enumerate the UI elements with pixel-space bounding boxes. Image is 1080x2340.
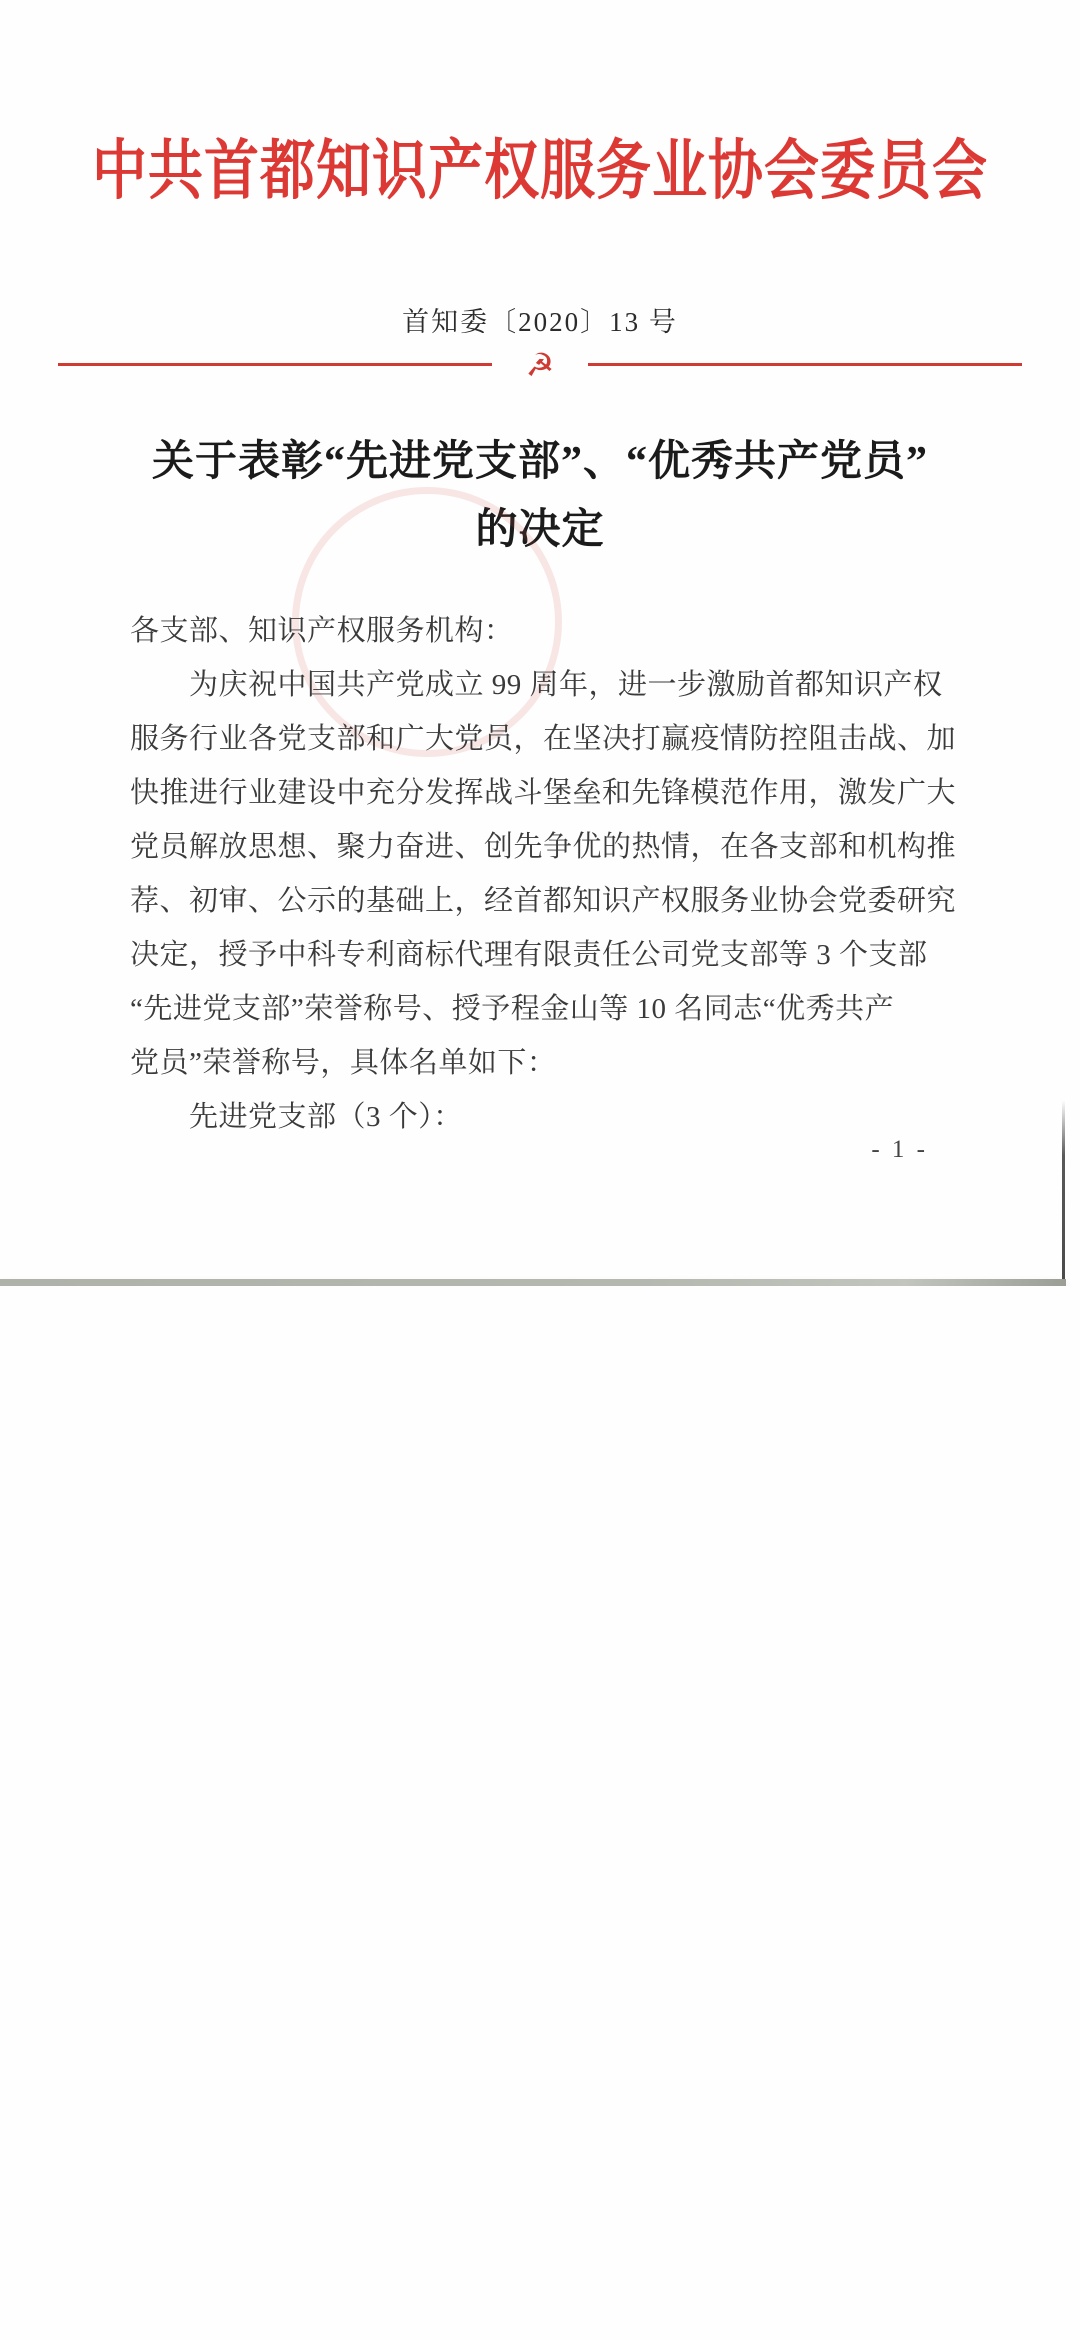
text-line: 党员”荣誉称号，具体名单如下： <box>130 1047 557 1079</box>
text-line: 服务行业各党支部和广大党员，在坚决打赢疫情防控阻击战、加 <box>130 723 957 755</box>
decision-title-line1: 关于表彰“先进党支部”、“优秀共产党员” <box>151 439 928 485</box>
text-line: 荐、初审、公示的基础上，经首都知识产权服务业协会党委研究 <box>130 885 957 917</box>
page-2 <box>0 1286 1080 2340</box>
red-separator <box>58 345 1022 385</box>
decision-title-line2: 的决定 <box>475 507 605 553</box>
text-line: “先进党支部”荣誉称号、授予程金山等 10 名同志“优秀共产 <box>130 993 895 1025</box>
party-emblem-icon: ☭ <box>525 346 555 384</box>
text-line: 先进党支部（3 个）： <box>130 1101 463 1133</box>
paragraph-lines <box>130 658 970 1144</box>
text-line: 决定，授予中科专利商标代理有限责任公司党支部等 3 个支部 <box>130 939 928 971</box>
page-number: - 1 - <box>871 1136 928 1163</box>
text-line: 为庆祝中国共产党成立 99 周年，进一步激励首都知识产权 <box>130 669 943 701</box>
red-rule-right <box>588 363 1022 366</box>
text-line: 党员解放思想、聚力奋进、创先争优的热情，在各支部和机构推 <box>130 831 957 863</box>
doc-number: 首知委〔2020〕13 号 <box>402 307 678 337</box>
text-line: 快推进行业建设中充分发挥战斗堡垒和先锋模范作用，激发广大 <box>130 777 957 809</box>
page-edge-line <box>1062 1100 1065 1285</box>
body-paragraph-page1 <box>130 604 970 1144</box>
red-rule-left <box>58 363 492 366</box>
salutation: 各支部、知识产权服务机构： <box>130 615 514 647</box>
org-header-title: 中共首都知识产权服务业协会委员会 <box>91 134 988 207</box>
